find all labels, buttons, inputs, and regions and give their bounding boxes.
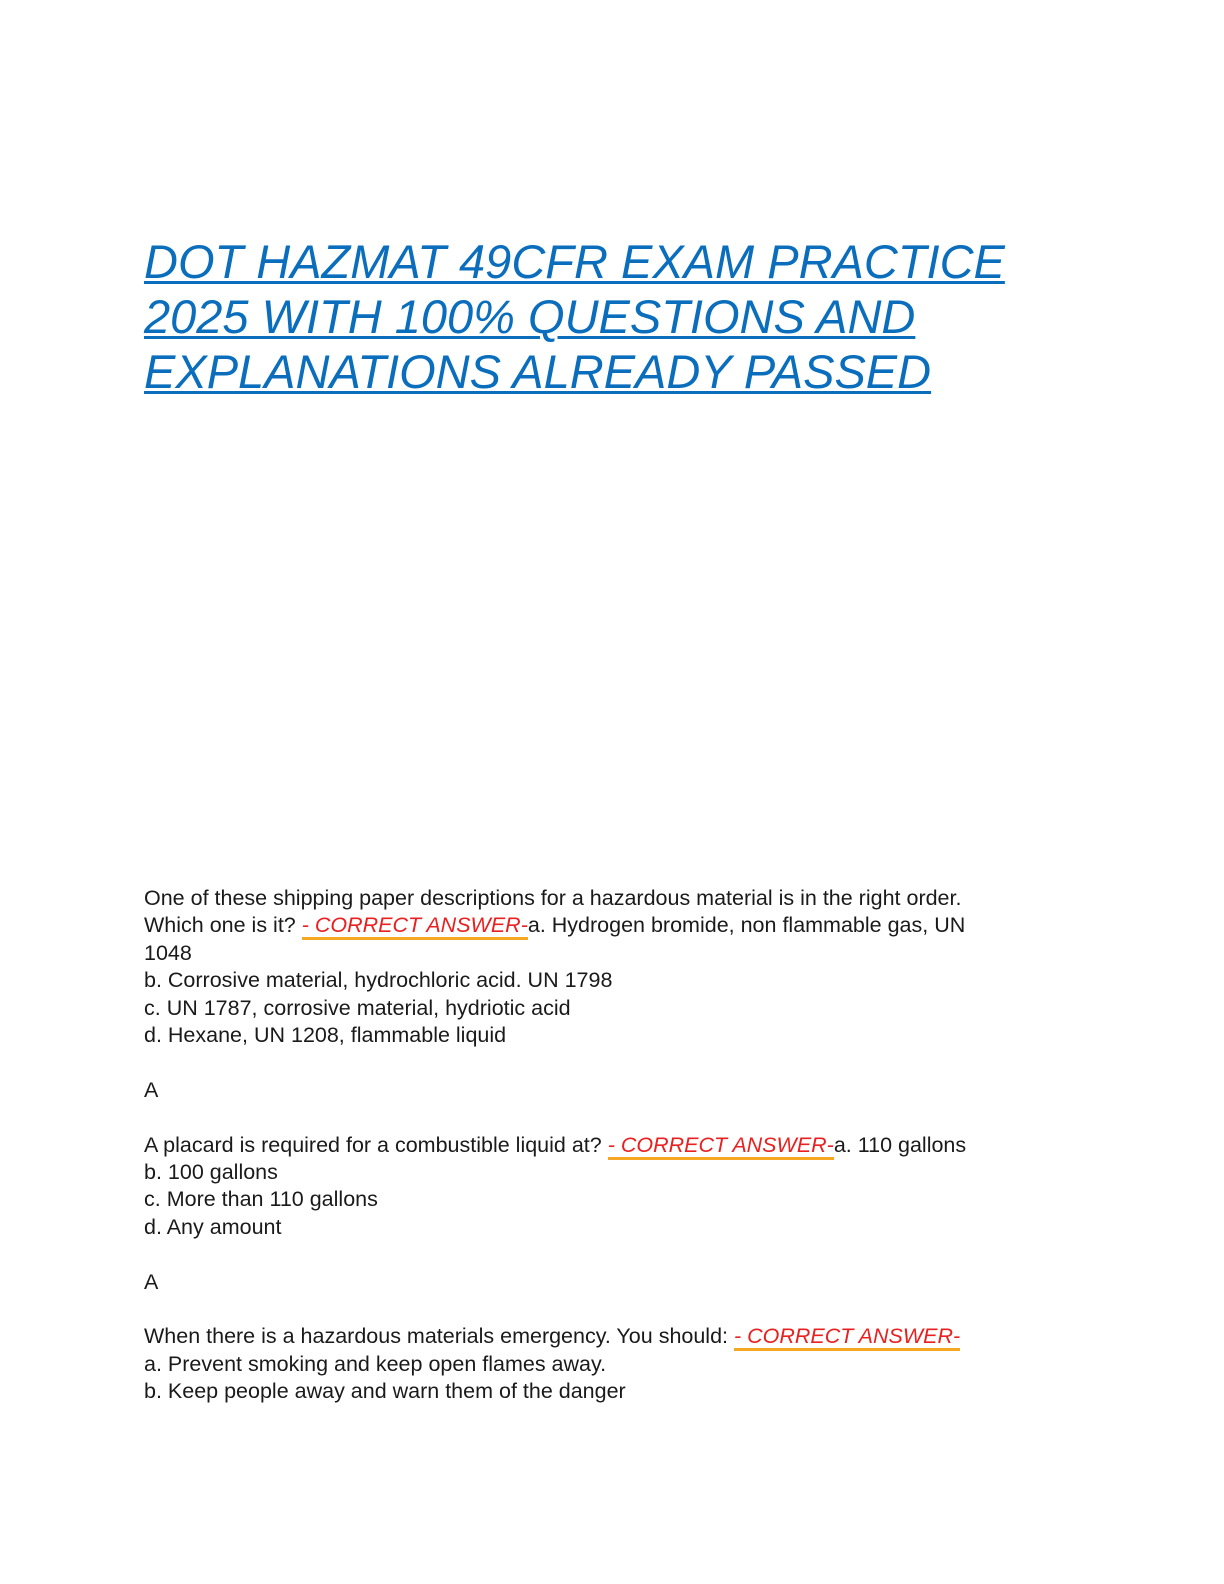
question-1-answer: A — [144, 1077, 159, 1102]
question-1-option-a-continued: 1048 — [144, 940, 192, 965]
question-2-option-b: b. 100 gallons — [144, 1160, 278, 1185]
question-3-option-b: b. Keep people away and warn them of the danger — [144, 1379, 626, 1404]
question-3 — [144, 1323, 1084, 1405]
correct-answer-marker: - CORRECT ANSWER- — [734, 1324, 960, 1351]
spacer — [144, 1049, 1084, 1076]
question-2-option-a: a. 110 gallons — [833, 1132, 967, 1157]
question-2-text — [144, 1132, 1084, 1159]
question-1-text-continued — [144, 912, 1084, 939]
question-3-prompt: When there is a hazardous materials emergency. You should: — [144, 1324, 734, 1349]
question-2-prompt: A placard is required for a combustible liquid at? — [144, 1132, 608, 1157]
document-title[interactable] — [144, 234, 1104, 399]
correct-answer-marker: - CORRECT ANSWER- — [608, 1133, 834, 1160]
spacer — [144, 1296, 1084, 1323]
spacer — [144, 1104, 1084, 1131]
question-list — [144, 885, 1084, 1406]
question-2-option-d: d. Any amount — [144, 1214, 282, 1239]
question-2 — [144, 1132, 1084, 1296]
question-1-prompt: Which one is it? — [144, 913, 302, 938]
question-1-text: One of these shipping paper descriptions for a hazardous material is in the right order. — [144, 886, 962, 910]
question-2-option-c: c. More than 110 gallons — [144, 1187, 378, 1212]
question-1-option-b: b. Corrosive material, hydrochloric acid. UN 1798 — [144, 968, 613, 993]
question-1 — [144, 885, 1084, 1104]
correct-answer-marker: - CORRECT ANSWER- — [302, 913, 528, 940]
question-1-option-a: a. Hydrogen bromide, non flammable gas, UN — [527, 913, 966, 938]
title-line-1: DOT HAZMAT 49CFR EXAM PRACTICE — [144, 235, 1005, 288]
question-3-option-a: a. Prevent smoking and keep open flames away. — [144, 1351, 607, 1376]
question-2-answer: A — [144, 1269, 159, 1294]
title-line-3: EXPLANATIONS ALREADY PASSED — [144, 345, 932, 398]
question-1-option-d: d. Hexane, UN 1208, flammable liquid — [144, 1023, 507, 1048]
title-line-2: 2025 WITH 100% QUESTIONS AND — [144, 290, 916, 343]
question-1-option-c: c. UN 1787, corrosive material, hydriotic acid — [144, 995, 571, 1020]
question-3-text — [144, 1323, 1084, 1350]
spacer — [144, 1241, 1084, 1268]
